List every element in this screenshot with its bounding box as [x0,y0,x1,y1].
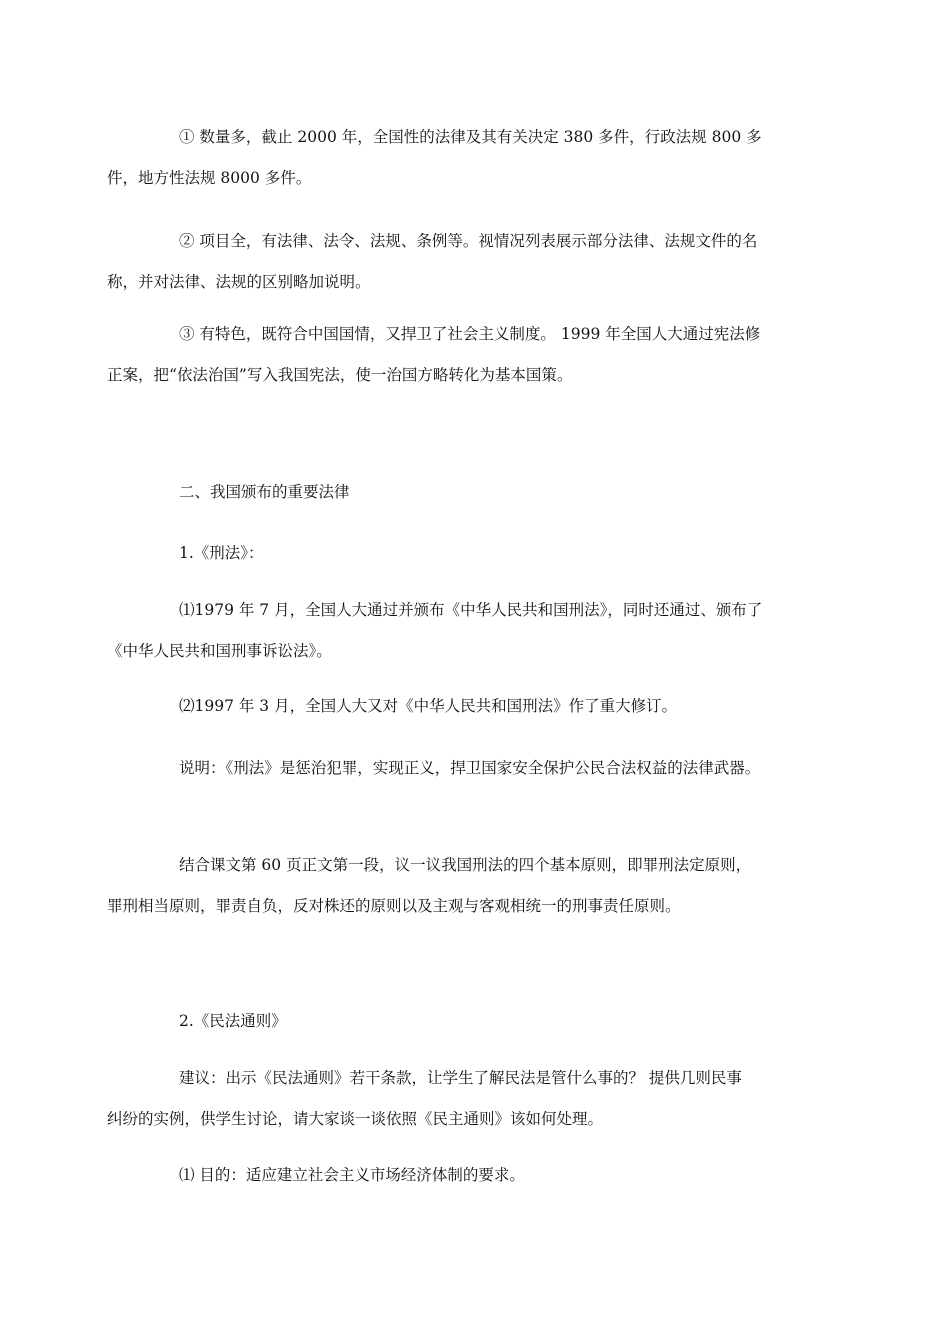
paragraph-line: ② 项目全，有法律、法令、法规、条例等。视情况列表展示部分法律、法规文件的名 [179,232,758,250]
paragraph-line: 罪刑相当原则，罪责自负，反对株还的原则以及主观与客观相统一的刑事责任原则。 [107,897,681,915]
paragraph-purpose: ⑴ 目的：适应建立社会主义市场经济体制的要求。 [179,1166,525,1184]
paragraph-line: 件，地方性法规 8000 多件。 [107,169,312,187]
paragraph-line: 纠纷的实例，供学生讨论，请大家谈一谈依照《民主通则》该如何处理。 [107,1110,604,1128]
paragraph-explanation: 说明：《刑法》是惩治犯罪，实现正义，捍卫国家安全保护公民合法权益的法律武器。 [179,759,761,777]
section-heading: 二、我国颁布的重要法律 [179,483,350,501]
item-heading-civil-law: 2.《民法通则》 [179,1012,287,1030]
paragraph-items [107,221,823,303]
paragraph-1979 [107,590,823,672]
paragraph-principles [107,845,823,927]
paragraph-line: ⑴1979 年 7 月，全国人大通过并颁布《中华人民共和国刑法》，同时还通过、颁布了 [179,601,763,619]
paragraph-line: ① 数量多，截止 2000 年，全国性的法律及其有关决定 380 多件，行政法规 800 多 [179,128,762,146]
paragraph-line: 建议：出示《民法通则》若干条款，让学生了解民法是管什么事的？ 提供几则民事 [179,1069,742,1087]
paragraph-line: 称，并对法律、法规的区别略加说明。 [107,273,371,291]
paragraph-line: 正案，把“依法治国”写入我国宪法，使一治国方略转化为基本国策。 [107,366,573,384]
paragraph-line: 结合课文第 60 页正文第一段，议一议我国刑法的四个基本原则，即罪刑法定原则， [179,856,752,874]
paragraph-quantity [107,117,823,199]
paragraph-1997: ⑵1997 年 3 月，全国人大又对《中华人民共和国刑法》作了重大修订。 [179,697,678,715]
item-heading-criminal-law: 1.《刑法》： [179,544,264,562]
paragraph-line: ③ 有特色，既符合中国国情，又捍卫了社会主义制度。 1999 年全国人大通过宪法修 [179,325,761,343]
paragraph-line: 《中华人民共和国刑事诉讼法》。 [107,642,332,660]
paragraph-features [107,314,823,396]
paragraph-suggestion [107,1058,823,1140]
